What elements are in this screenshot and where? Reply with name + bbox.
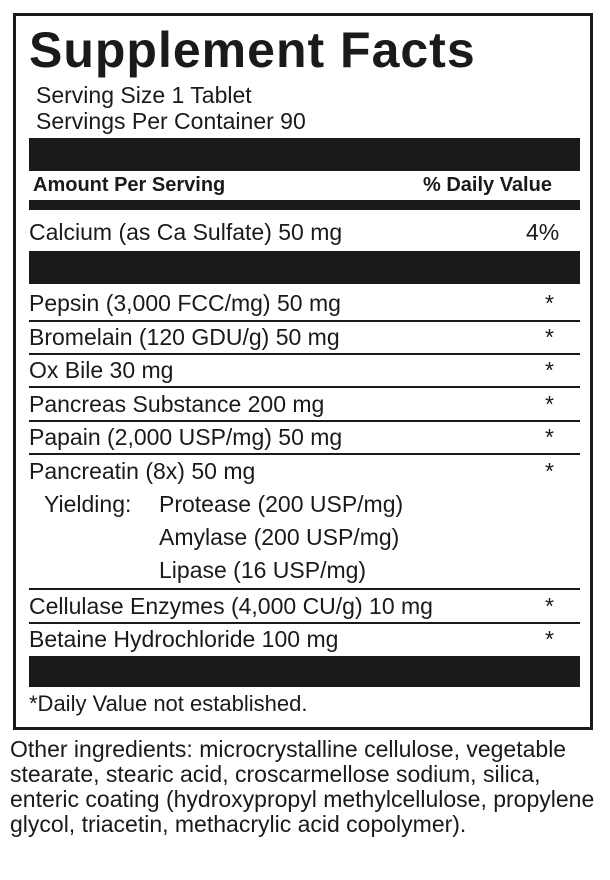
yielding-amylase: Amylase (200 USP/mg) bbox=[159, 524, 400, 550]
ingredient-label: Pancreas Substance 200 mg bbox=[29, 391, 325, 417]
ingredient-daily-value: * bbox=[545, 357, 554, 383]
amount-per-serving-header: Amount Per Serving bbox=[33, 174, 226, 196]
ingredient-daily-value: * bbox=[545, 626, 554, 652]
medium-divider bbox=[29, 200, 580, 210]
ingredient-daily-value: * bbox=[545, 324, 554, 350]
ingredient-daily-value: * bbox=[545, 391, 554, 417]
ingredient-label: Betaine Hydrochloride 100 mg bbox=[29, 626, 339, 652]
ingredient-label: Bromelain (120 GDU/g) 50 mg bbox=[29, 324, 340, 350]
row-divider bbox=[29, 420, 580, 422]
thick-divider-bottom bbox=[29, 656, 580, 687]
daily-value-header: % Daily Value bbox=[423, 174, 552, 196]
ingredient-label: Pepsin (3,000 FCC/mg) 50 mg bbox=[29, 290, 341, 316]
ingredient-daily-value: * bbox=[545, 458, 554, 484]
thick-divider-top bbox=[29, 138, 580, 171]
yielding-prefix: Yielding: bbox=[44, 491, 132, 517]
row-divider bbox=[29, 386, 580, 388]
servings-per-container: Servings Per Container 90 bbox=[36, 108, 306, 134]
nutrient-daily-value: 4% bbox=[526, 219, 560, 245]
other-ingredients: Other ingredients: microcrystalline cellulose, vegetable stearate, stearic acid, croscarmellose sodium, silica, enteric coating (hydroxypropyl methylcellulose, propylene glycol, triacetin, methacrylic acid copolymer). bbox=[10, 736, 595, 837]
serving-size: Serving Size 1 Tablet bbox=[36, 82, 252, 108]
row-divider bbox=[29, 588, 580, 590]
row-divider bbox=[29, 320, 580, 322]
ingredient-label: Papain (2,000 USP/mg) 50 mg bbox=[29, 424, 343, 450]
row-divider bbox=[29, 622, 580, 624]
yielding-protease: Protease (200 USP/mg) bbox=[159, 491, 404, 517]
nutrient-label: Calcium (as Ca Sulfate) 50 mg bbox=[29, 219, 343, 245]
ingredient-daily-value: * bbox=[545, 424, 554, 450]
row-divider bbox=[29, 453, 580, 455]
thick-divider-middle bbox=[29, 251, 580, 284]
supplement-facts-panel bbox=[13, 13, 593, 730]
ingredient-label: Pancreatin (8x) 50 mg bbox=[29, 458, 256, 484]
yielding-lipase: Lipase (16 USP/mg) bbox=[159, 557, 367, 583]
ingredient-daily-value: * bbox=[545, 593, 554, 619]
ingredient-label: Ox Bile 30 mg bbox=[29, 357, 174, 383]
panel-title: Supplement Facts bbox=[29, 22, 476, 78]
row-divider bbox=[29, 353, 580, 355]
daily-value-footnote: *Daily Value not established. bbox=[29, 691, 308, 716]
ingredient-daily-value: * bbox=[545, 290, 554, 316]
ingredient-label: Cellulase Enzymes (4,000 CU/g) 10 mg bbox=[29, 593, 433, 619]
